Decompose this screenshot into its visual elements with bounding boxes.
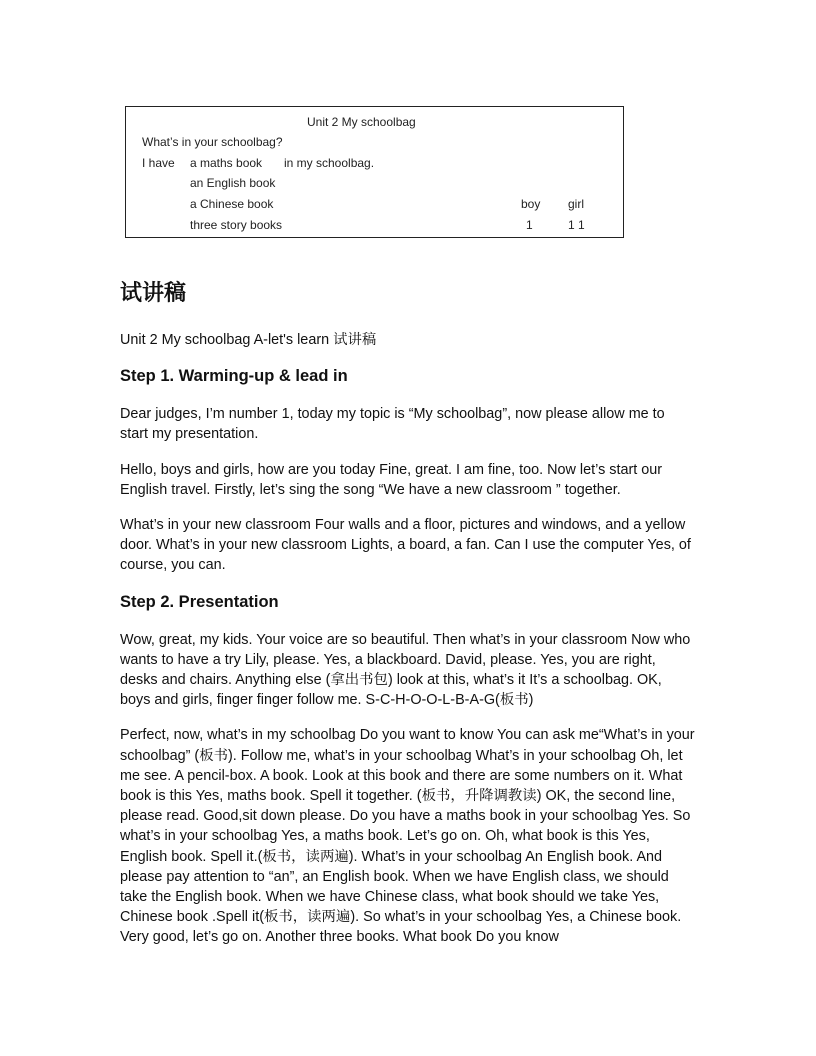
document-body bbox=[120, 330, 695, 963]
board-question: What’s in your schoolbag? bbox=[142, 135, 283, 149]
step1-paragraph: Dear judges, I’m number 1, today my topic is “My schoolbag”, now please allow me to start my presentation. bbox=[120, 406, 665, 443]
score-header-girl: girl bbox=[568, 197, 585, 211]
score-header-boy: boy bbox=[521, 197, 541, 211]
document-title: 试讲稿 bbox=[120, 281, 187, 306]
score-girl: 1 1 bbox=[568, 218, 585, 232]
score-boy: 1 bbox=[526, 218, 533, 232]
step1-heading: Step 1. Warming-up & lead in bbox=[120, 367, 348, 386]
board-item-story: three story books bbox=[190, 218, 283, 232]
board-item-maths: a maths book bbox=[190, 156, 263, 170]
step1-paragraph: What’s in your new classroom Four walls and a floor, pictures and windows, and a yellow door. What’s in your new classroom Lights, a board, a fan. Can I use the computer Yes, of course, you can. bbox=[120, 517, 691, 574]
board-item-english: an English book bbox=[190, 176, 276, 190]
step2-heading: Step 2. Presentation bbox=[120, 592, 279, 611]
board-i-have: I have bbox=[142, 156, 175, 170]
step2-paragraph: Wow, great, my kids. Your voice are so beautiful. Then what’s in your classroom Now who wants to have a try Lily, please. Yes, a blackboard. David, please. Yes, you are right, desks and chairs. Anything else (拿出书包) look at this, what’s it It’s a schoolbag. OK, boys and girls, finger finger follow me. S-C-H-O-O-L-B-A-G(板书) bbox=[120, 631, 691, 709]
document-subtitle: Unit 2 My schoolbag A-let's learn 试讲稿 bbox=[120, 332, 377, 348]
board-in-schoolbag: in my schoolbag. bbox=[284, 156, 375, 170]
step1-paragraph: Hello, boys and girls, how are you today Fine, great. I am fine, too. Now let’s start our English travel. Firstly, let’s sing the song “We have a new classroom ” together. bbox=[120, 461, 663, 498]
board-heading: Unit 2 My schoolbag bbox=[307, 115, 416, 129]
blackboard-design-box bbox=[125, 106, 624, 238]
board-item-chinese: a Chinese book bbox=[190, 197, 274, 211]
step2-paragraph: Perfect, now, what’s in my schoolbag Do you want to know You can ask me“What’s in your schoolbag” (板书). Follow me, what’s in your schoolbag What’s in your schoolbag Oh, let me see. A pencil-box. A book. Look at this book and there are some numbers on it. What book is this Yes, maths book. Spell it together. (板书，升降调教读) OK, the second line, please read. Good,sit down please. Do you have a maths book in your schoolbag Yes. So what’s in your schoolbag Yes, a maths book. Let’s go on. Oh, what book is this Yes, English book. Spell it.(板书，读两遍). What’s in your schoolbag An English book. And please pay attention to “an”, an English book. When we have English class, we should take the English book. When we have Chinese class, what book should we take Yes, Chinese book .Spell it(板书，读两遍). So what’s in your schoolbag Yes, a Chinese book. Very good, let’s go on. Another three books. What book Do you know bbox=[120, 727, 695, 946]
